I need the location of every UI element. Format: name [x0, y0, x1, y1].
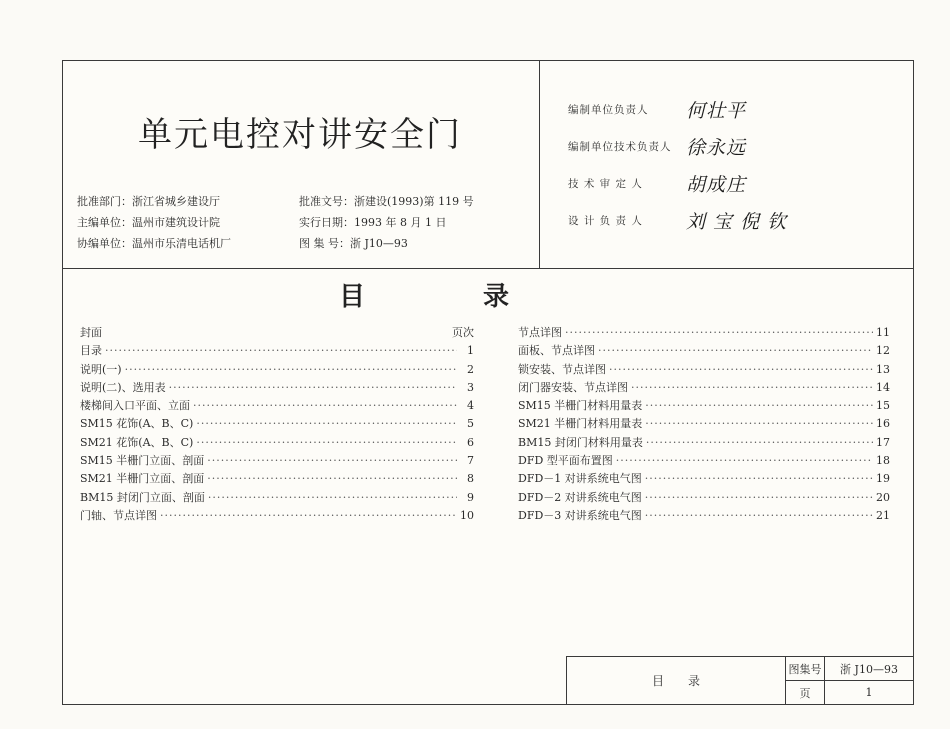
toc-heading — [339, 276, 509, 313]
toc-entry — [518, 434, 890, 452]
meta-left: 批准部门：浙江省城乡建设厅 — [77, 195, 220, 208]
toc-entry — [518, 415, 890, 433]
toc-right-column — [518, 324, 890, 525]
toc-entry — [80, 470, 474, 488]
toc-entry — [80, 379, 474, 397]
toc-entry-title: SM21 半栅门材料用量表 — [518, 417, 643, 431]
toc-entry-title: SM21 花饰(A、B、C) — [80, 435, 194, 449]
signature-panel — [540, 61, 913, 269]
toc-entry-title: SM15 半栅门立面、剖面 — [80, 454, 205, 468]
toc-entry-title: SM15 半栅门材料用量表 — [518, 399, 643, 413]
approval-meta — [77, 191, 539, 254]
signature-role: 编制单位技术负责人 — [568, 141, 672, 153]
toc-entry — [518, 489, 890, 507]
toc-entry-title: 锁安装、节点详图 — [518, 362, 606, 376]
toc-entry-title: SM21 半栅门立面、剖面 — [80, 472, 205, 486]
toc-entry-title: SM15 花饰(A、B、C) — [80, 417, 194, 431]
toc-entry-page: 3 — [467, 380, 474, 394]
toc-entry-title: 节点详图 — [518, 326, 562, 339]
toc-entry — [518, 507, 890, 525]
title-block-meta — [786, 657, 913, 704]
signature-table — [568, 91, 787, 239]
signature-row — [568, 202, 787, 239]
toc-entry-page: 20 — [876, 490, 890, 504]
toc-entry-page: 5 — [467, 417, 474, 431]
toc-entry-page: 9 — [467, 490, 474, 504]
toc-entry — [518, 470, 890, 488]
toc-entry-page: 16 — [876, 417, 890, 431]
toc-entry — [80, 452, 474, 470]
atlas-number-label: 图集号 — [786, 657, 825, 680]
meta-row — [77, 191, 539, 212]
page-label: 页 — [786, 681, 825, 704]
toc-entry-title: DFD－3 对讲系统电气图 — [518, 508, 642, 522]
handwritten-signature: 刘 宝 倪 钦 — [686, 211, 788, 233]
meta-right: 图 集 号：浙 J10—93 — [299, 237, 408, 250]
toc-entry-page: 13 — [876, 362, 890, 376]
meta-right: 实行日期：1993 年 8 月 1 日 — [299, 216, 447, 229]
toc-entry — [518, 361, 890, 379]
toc-entry-page: 17 — [876, 435, 890, 449]
toc-entry-title: DFD 型平面布置图 — [518, 454, 613, 468]
toc-entry-page: 21 — [876, 508, 890, 522]
meta-left: 主编单位：温州市建筑设计院 — [77, 216, 220, 229]
toc-entry-page: 10 — [460, 508, 474, 522]
toc-entry — [518, 342, 890, 360]
toc-entry-page: 7 — [467, 454, 474, 468]
toc-entry-page: 18 — [876, 454, 890, 468]
atlas-number-value: 浙 J10—93 — [840, 662, 898, 676]
toc-entry-title: 闭门器安装、节点详图 — [518, 380, 628, 394]
toc-entry — [518, 452, 890, 470]
document-title: 单元电控对讲安全门 — [138, 115, 462, 155]
toc-heading-char: 录 — [482, 282, 509, 312]
toc-entry — [80, 342, 474, 360]
toc-entry-title: 目录 — [80, 344, 102, 358]
toc-entry-page: 4 — [467, 399, 474, 413]
header-info-panel — [63, 61, 540, 269]
signature-row — [568, 165, 787, 202]
title-block-name: 目录 — [567, 657, 786, 704]
toc-entry-page: 19 — [876, 472, 890, 486]
meta-row — [77, 212, 539, 233]
meta-left: 协编单位：温州市乐清电话机厂 — [77, 237, 231, 250]
toc-heading-char: 目 — [339, 282, 366, 312]
toc-entry-title: 楼梯间入口平面、立面 — [80, 399, 190, 413]
toc-entry — [80, 507, 474, 525]
toc-entry-title: BM15 封闭门立面、剖面 — [80, 490, 205, 504]
toc-entry — [80, 415, 474, 433]
toc-entry-title: 说明(一) — [80, 362, 122, 376]
toc-entry — [80, 397, 474, 415]
toc-entry-page: 6 — [467, 435, 474, 449]
toc-entry-title: 门轴、节点详图 — [80, 508, 157, 522]
signature-role: 编制单位负责人 — [568, 104, 649, 116]
toc-entry-page: 1 — [467, 344, 474, 358]
toc-entry-title: 封面 — [80, 326, 102, 339]
toc-entry — [518, 379, 890, 397]
toc-entry-page: 12 — [876, 344, 890, 358]
toc-entry — [80, 324, 474, 342]
meta-right: 批准文号：浙建设(1993)第 119 号 — [299, 195, 474, 208]
meta-row — [77, 233, 539, 254]
toc-entry-page: 14 — [876, 380, 890, 394]
toc-entry-page: 8 — [467, 472, 474, 486]
toc-entry-page: 11 — [876, 326, 890, 339]
handwritten-signature: 何壮平 — [686, 100, 747, 122]
toc-entry-title: 说明(二)、选用表 — [80, 380, 166, 394]
toc-entry-page: 15 — [876, 399, 890, 413]
handwritten-signature: 胡成庄 — [686, 174, 747, 196]
signature-row — [568, 128, 787, 165]
signature-row — [568, 91, 787, 128]
title-block — [566, 656, 913, 704]
toc-left-column — [80, 324, 474, 525]
toc-entry-page: 2 — [467, 362, 474, 376]
toc-entry — [80, 489, 474, 507]
handwritten-signature: 徐永远 — [686, 137, 747, 159]
toc-entry-title: 面板、节点详图 — [518, 344, 595, 358]
page-number: 1 — [865, 686, 873, 699]
toc-entry — [518, 397, 890, 415]
signature-role: 技 术 审 定 人 — [568, 178, 643, 190]
toc-entry — [80, 361, 474, 379]
signature-role: 设 计 负 责 人 — [568, 215, 643, 227]
toc-entry-title: DFD－1 对讲系统电气图 — [518, 472, 642, 486]
toc-entry — [518, 324, 890, 342]
toc-entry-title: DFD－2 对讲系统电气图 — [518, 490, 642, 504]
toc-entry-title: BM15 封闭门材料用量表 — [518, 435, 643, 449]
toc-page-label: 页次 — [452, 326, 474, 339]
toc-entry — [80, 434, 474, 452]
